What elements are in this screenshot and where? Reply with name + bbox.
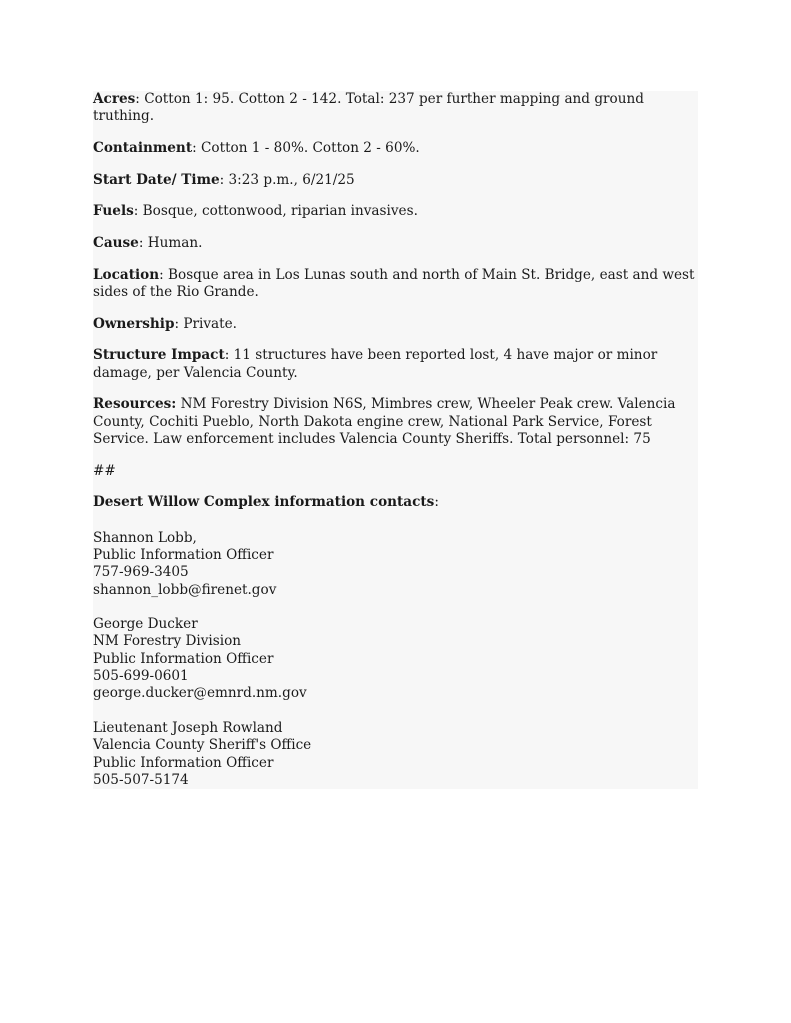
contact-name: George Ducker <box>93 616 198 633</box>
field-separator: : <box>138 235 148 252</box>
field-separator: : <box>174 315 184 332</box>
field-value: Bosque, cottonwood, riparian invasives. <box>142 203 418 220</box>
field-label: Location <box>93 266 160 283</box>
field-value: NM Forestry Division N6S, Mimbres crew, Wheeler Peak crew. Valencia County, Cochiti Pueblo, North Dakota engine crew, National Park Service, Forest Service. Law enforcement includes Valencia County Sheriffs. Total personnel: 75 <box>93 396 676 447</box>
contact-email: george.ducker@emnrd.nm.gov <box>93 685 307 702</box>
section-separator: ## <box>93 462 116 479</box>
field-location <box>93 267 698 302</box>
field-label: Ownership <box>93 315 175 332</box>
contact-organization: Valencia County Sheriff's Office <box>93 737 312 754</box>
contact-title: Public Information Officer <box>93 650 274 667</box>
field-value: Cotton 1 - 80%. Cotton 2 - 60%. <box>201 139 420 156</box>
field-value: 11 structures have been reported lost, 4 have major or minor damage, per Valencia County. <box>93 347 658 381</box>
field-separator: : <box>135 91 145 107</box>
field-label: Fuels <box>93 203 134 220</box>
field-label: Structure Impact <box>93 347 225 364</box>
contact-phone: 757-969-3405 <box>93 564 189 581</box>
fire-details-section <box>93 91 698 789</box>
field-separator: : <box>159 266 169 283</box>
contact-title: Public Information Officer <box>93 546 274 563</box>
field-separator: : <box>192 139 202 156</box>
field-separator: : <box>219 171 229 188</box>
contacts-heading-label: Desert Willow Complex information contacts <box>93 494 435 511</box>
field-value: 3:23 p.m., 6/21/25 <box>228 171 355 188</box>
field-value: Bosque area in Los Lunas south and north of Main St. Bridge, east and west sides of the Rio Grande. <box>93 266 695 301</box>
contact-name: Shannon Lobb, <box>93 529 197 546</box>
contact-title: Public Information Officer <box>93 754 274 771</box>
field-separator: : <box>133 203 143 220</box>
contact-joseph-rowland <box>93 720 698 789</box>
contact-george-ducker <box>93 616 698 702</box>
field-value: Cotton 1: 95. Cotton 2 - 142. Total: 237 per further mapping and ground truthing. <box>93 91 644 125</box>
field-cause <box>93 235 698 252</box>
field-label: Cause <box>93 235 139 252</box>
contact-shannon-lobb <box>93 530 698 599</box>
contact-phone: 505-507-5174 <box>93 771 189 788</box>
field-fuels <box>93 203 698 220</box>
contact-name: Lieutenant Joseph Rowland <box>93 719 283 736</box>
field-start-date-time <box>93 172 698 189</box>
field-label: Resources: <box>93 396 177 413</box>
field-separator: : <box>224 347 234 364</box>
field-structure-impact <box>93 347 698 382</box>
contacts-heading-suffix: : <box>434 494 439 511</box>
field-ownership <box>93 316 698 333</box>
contact-organization: NM Forestry Division <box>93 633 242 650</box>
field-value: Private. <box>183 315 237 332</box>
contacts-heading <box>93 494 698 511</box>
field-label: Containment <box>93 139 193 156</box>
field-label: Start Date/ Time <box>93 171 220 188</box>
field-label: Acres <box>93 91 136 107</box>
field-acres <box>93 91 698 126</box>
contact-email: shannon_lobb@firenet.gov <box>93 581 277 598</box>
field-resources <box>93 396 698 448</box>
field-containment <box>93 140 698 157</box>
contact-phone: 505-699-0601 <box>93 668 189 685</box>
document-body <box>93 91 698 806</box>
field-value: Human. <box>147 235 203 252</box>
